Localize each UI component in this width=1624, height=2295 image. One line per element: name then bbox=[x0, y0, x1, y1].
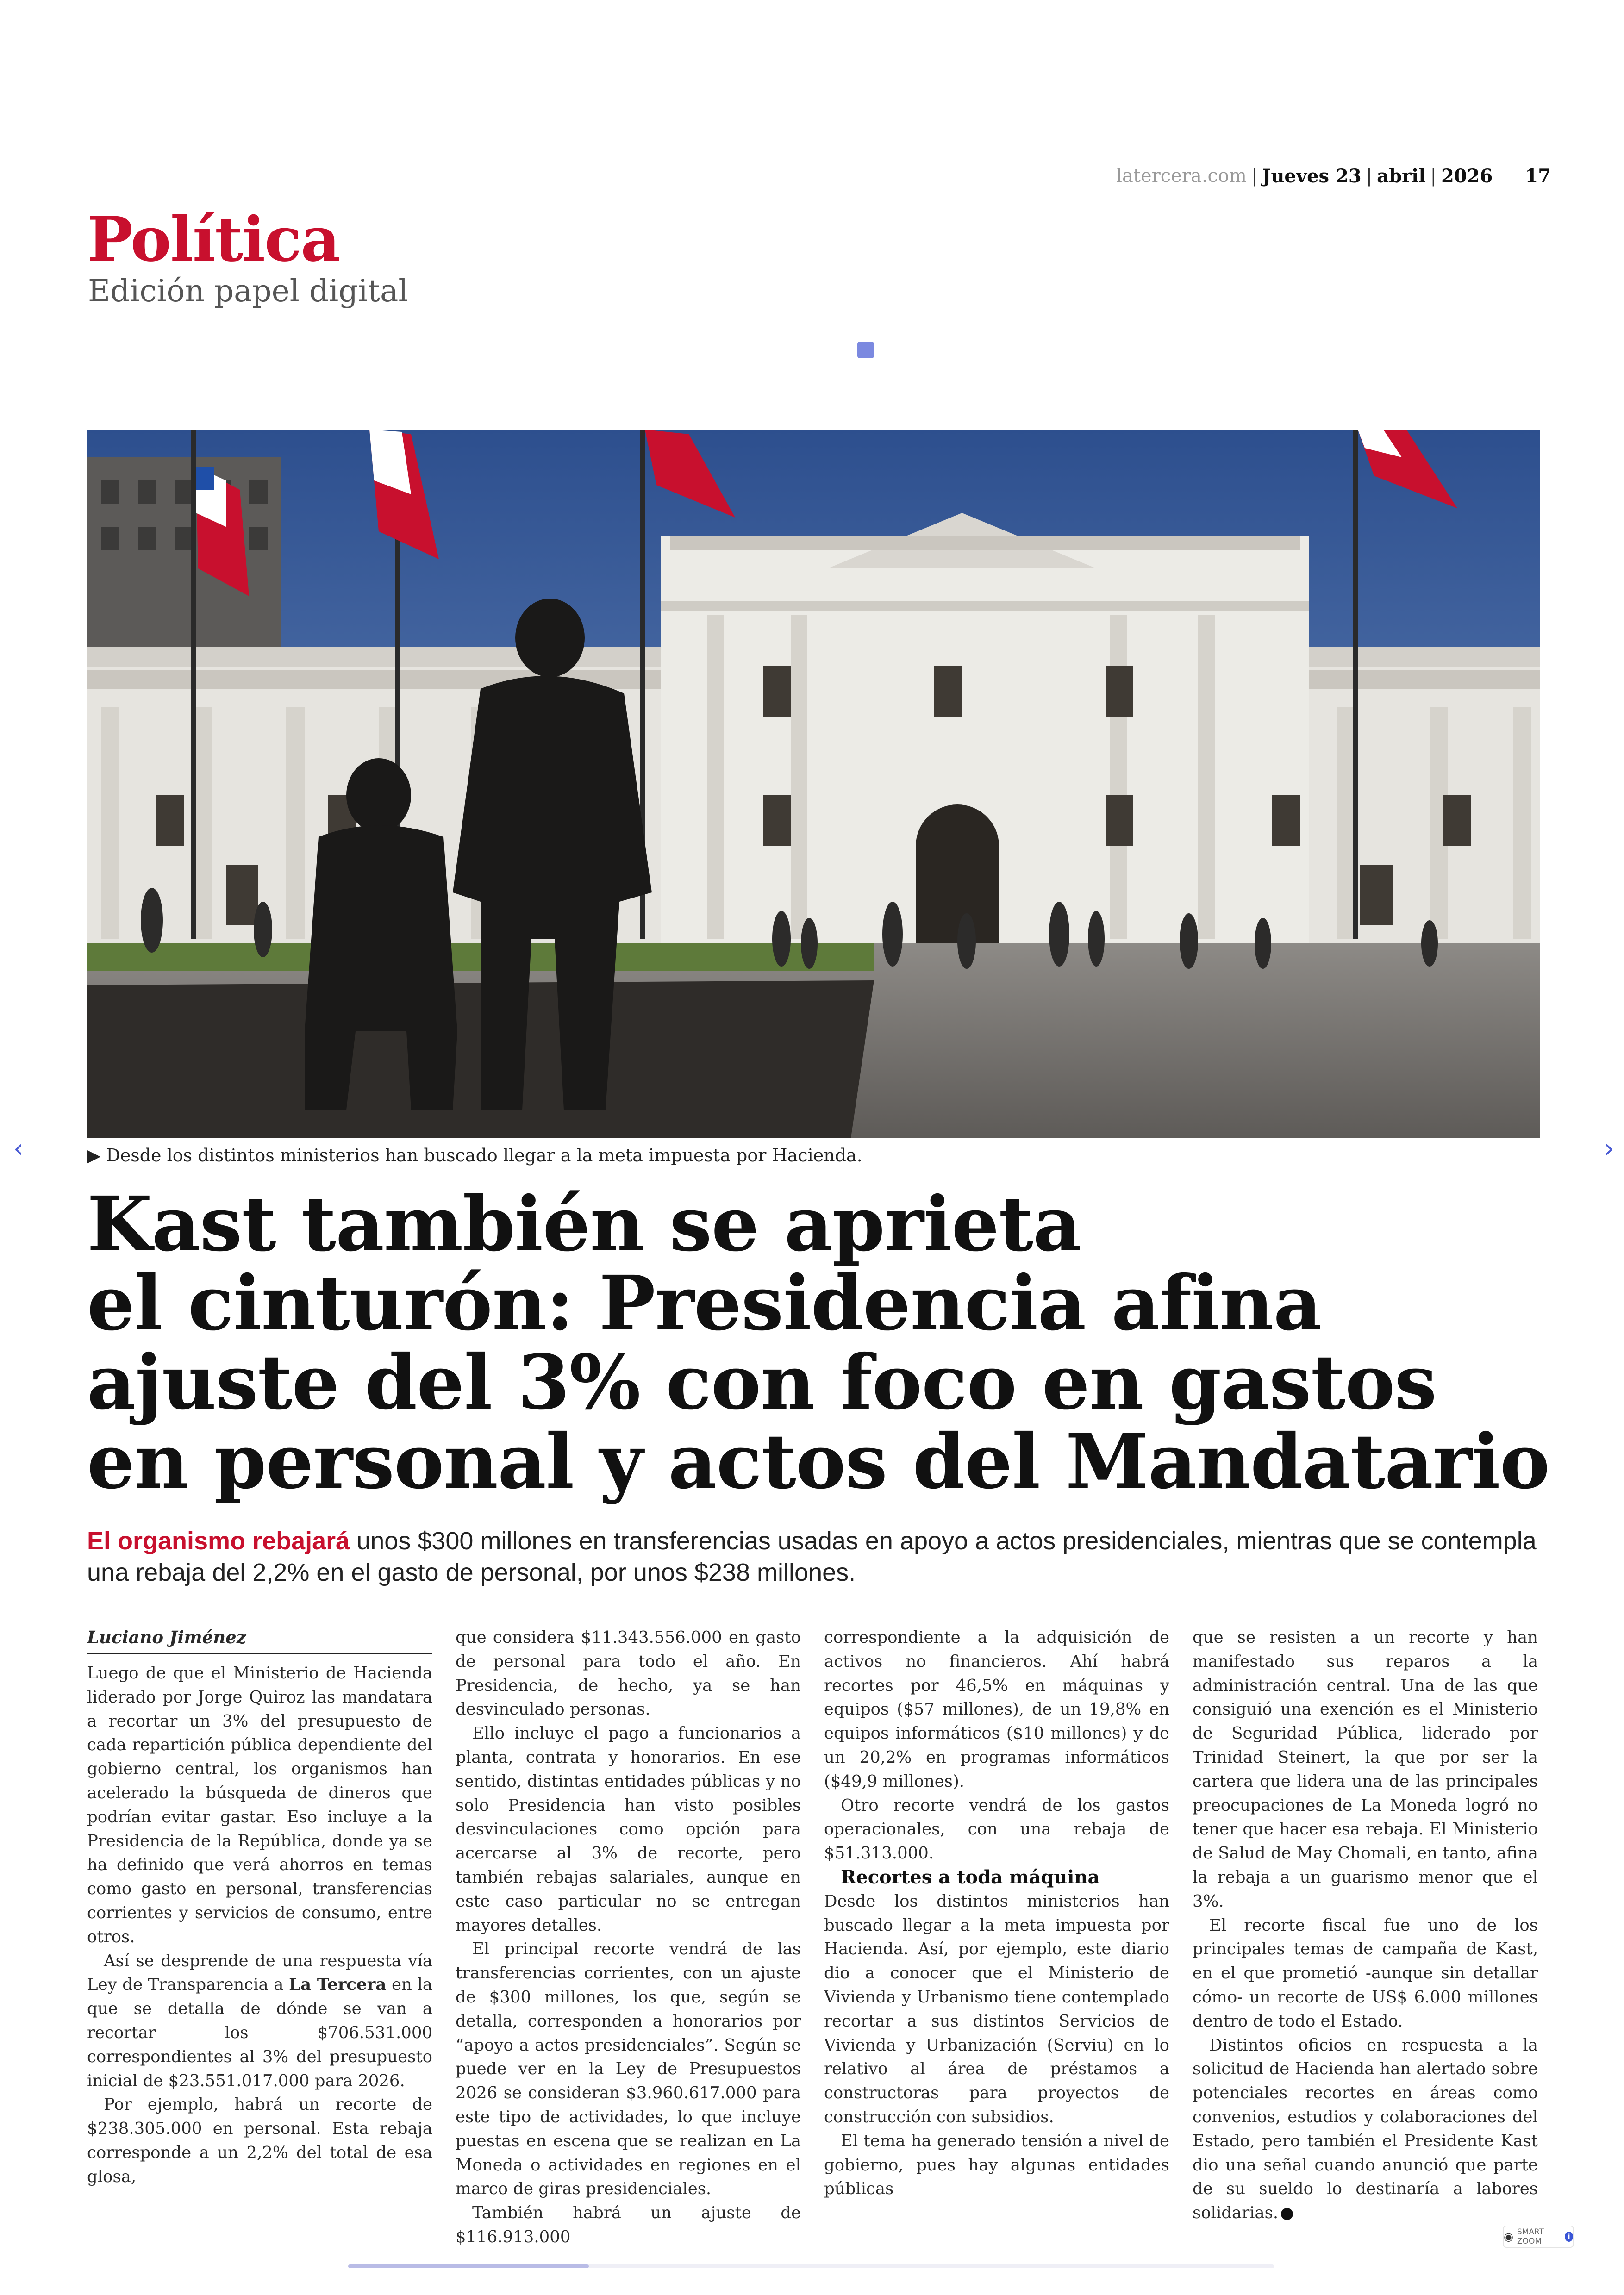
paragraph: que considera $11.343.556.000 en gasto de personal para todo el año. En Presidencia, de hecho, ya se han desvinculado personas. bbox=[456, 1628, 801, 1719]
paragraph: correspondiente a la adquisición de activos no financieros. Ahí habrá recortes por 46,5% en máquinas y equipos ($57 millones), de un 19,8% en equipos informáticos ($10 millones) y de un 20,2% en programas informáticos ($49,9 millones). bbox=[824, 1628, 1169, 1791]
paragraph: Ello incluye el pago a funcionarios a planta, contrata y honorarios. En ese sentido, distintas entidades públicas y no solo Presidencia han visto posibles desvinculaciones como opción para acercarse al 3% de recorte, pero también rebajas salariales, aunque en este caso particular no se entregan mayores detalles. bbox=[456, 1724, 801, 1935]
site-name: latercera.com bbox=[1116, 165, 1247, 187]
page-scrollbar-thumb[interactable] bbox=[348, 2264, 589, 2268]
caption-triangle-icon: ▶ bbox=[87, 1145, 101, 1166]
paragraph: Otro recorte vendrá de los gastos operacionales, con una rebaja de $51.313.000. bbox=[824, 1796, 1169, 1863]
deck-text: unos $300 millones en transferencias usadas en apoyo a actos presidenciales, mientras que se contempla una rebaja del 2,2% en el gasto de personal, por unos $238 millones. bbox=[87, 1527, 1537, 1586]
paragraph: También habrá un ajuste de $116.913.000 bbox=[456, 2203, 801, 2246]
smart-zoom-label: SMART ZOOM bbox=[1517, 2227, 1544, 2246]
paragraph: El principal recorte vendrá de las transferencias corrientes, con un ajuste de $300 millones, los que, según se detalla, corresponden a honorarios por “apoyo a actos presidenciales”. Según se puede ver en la Ley de Presupuestos 2026 se consideran $3.960.617.000 para este tipo de actividades, lo que incluye puestas en escena que se realizan en La Moneda o actividades en regiones en el marco de giras presidenciales. bbox=[456, 1940, 801, 2199]
headline-line: en personal y actos del Mandatario bbox=[87, 1418, 1549, 1506]
page-marker-icon[interactable] bbox=[857, 342, 874, 358]
paragraph: El tema ha generado tensión a nivel de gobierno, pues hay algunas entidades públicas bbox=[824, 2131, 1169, 2199]
paragraph: que se resisten a un recorte y han manifestado sus reparos a la administración central. Una de las que consiguió una exención es el Ministerio de Seguridad Pública, liderado por Trinidad Steinert, la que por ser la cartera que lidera una de las principales preocupaciones de La Moneda logró no tener que hacer esa rebaja. El Ministerio de Salud de May Chomali, en tanto, afina la rebaja a un guarismo menor que el 3%. bbox=[1193, 1628, 1538, 1911]
end-mark-icon bbox=[1281, 2208, 1293, 2220]
issue-day: Jueves 23 bbox=[1262, 165, 1362, 187]
article-column-2 bbox=[456, 1626, 801, 2249]
section-title: Política bbox=[87, 204, 340, 275]
article-column-1 bbox=[87, 1626, 432, 2189]
article-deck bbox=[87, 1525, 1545, 1588]
next-page-button[interactable]: › bbox=[1604, 1134, 1615, 1164]
headline-line: el cinturón: Presidencia afina bbox=[87, 1260, 1322, 1347]
issue-year: 2026 bbox=[1441, 165, 1493, 187]
article-column-3 bbox=[824, 1626, 1169, 2201]
article-photo bbox=[87, 430, 1540, 1138]
photo-caption bbox=[87, 1145, 1540, 1166]
deck-lead: El organismo rebajará bbox=[87, 1527, 350, 1555]
smart-zoom-button[interactable] bbox=[1503, 2226, 1574, 2248]
masthead: latercera.com | Jueves 23 | abril | 2026 17 bbox=[1116, 165, 1551, 187]
article-headline bbox=[87, 1180, 1549, 1506]
headline-line: ajuste del 3% con foco en gastos bbox=[87, 1339, 1437, 1427]
caption-text: Desde los distintos ministerios han buscado llegar a la meta impuesta por Hacienda. bbox=[106, 1145, 862, 1166]
eye-icon: ◉ bbox=[1504, 2230, 1513, 2243]
newspaper-name: La Tercera bbox=[289, 1975, 387, 1995]
paragraph: Por ejemplo, habrá un recorte de $238.305.000 en personal. Esta rebaja corresponde a un 2,2% del total de esa glosa, bbox=[87, 2095, 432, 2186]
edition-label: Edición papel digital bbox=[88, 273, 408, 309]
byline: Luciano Jiménez bbox=[87, 1626, 432, 1654]
info-icon: i bbox=[1565, 2232, 1573, 2242]
article-column-4 bbox=[1193, 1626, 1538, 2225]
paragraph: El recorte fiscal fue uno de los principales temas de campaña de Kast, en el que prometió -aunque sin detallar cómo- un recorte de US$ 6.000 millones dentro de todo el Estado. bbox=[1193, 1915, 1538, 2031]
previous-page-button[interactable]: ‹ bbox=[13, 1134, 24, 1164]
paragraph: Desde los distintos ministerios han buscado llegar a la meta impuesta por Hacienda. Así, por ejemplo, este diario dio a conocer que el Ministerio de Vivienda y Urbanismo tiene contemplado recortar a sus distintos Servicios de Vivienda y Urbanización (Serviu) en lo relativo al área de préstamos a constructoras para proyectos de construcción con subsidios. bbox=[824, 1891, 1169, 2127]
paragraph: Luego de que el Ministerio de Hacienda liderado por Jorge Quiroz las mandatara a recortar un 3% del presupuesto de cada repartición pública dependiente del gobierno central, los organismos han acelerado la búsqueda de dineros que podrían evitar gastar. Eso incluye a la Presidencia de la República, donde ya se ha definido que verá ahorros en temas como gasto en personal, transferencias corrientes y servicios de consumo, entre otros. bbox=[87, 1664, 432, 1946]
headline-line: Kast también se aprieta bbox=[87, 1180, 1081, 1268]
issue-month: abril bbox=[1377, 165, 1426, 187]
page-number: 17 bbox=[1525, 165, 1551, 187]
paragraph: Distintos oficios en respuesta a la solicitud de Hacienda han alertado sobre potenciales recortes en áreas como convenios, estudios y colaboraciones del Estado, pero también el Presidente Kast dio una señal cuando anunció que parte de su sueldo lo destinaría a labores solidarias. bbox=[1193, 2035, 1538, 2223]
la-moneda-photo bbox=[87, 430, 1540, 1138]
paragraph: Así se desprende de una respuesta vía Ley de Transparencia a La Tercera en la que se detalla de dónde se van a recortar los $706.531.000 correspondientes al 3% del presupuesto inicial de $23.551.017.000 para 2026. bbox=[87, 1951, 432, 2090]
subheading: Recortes a toda máquina bbox=[841, 1866, 1100, 1888]
